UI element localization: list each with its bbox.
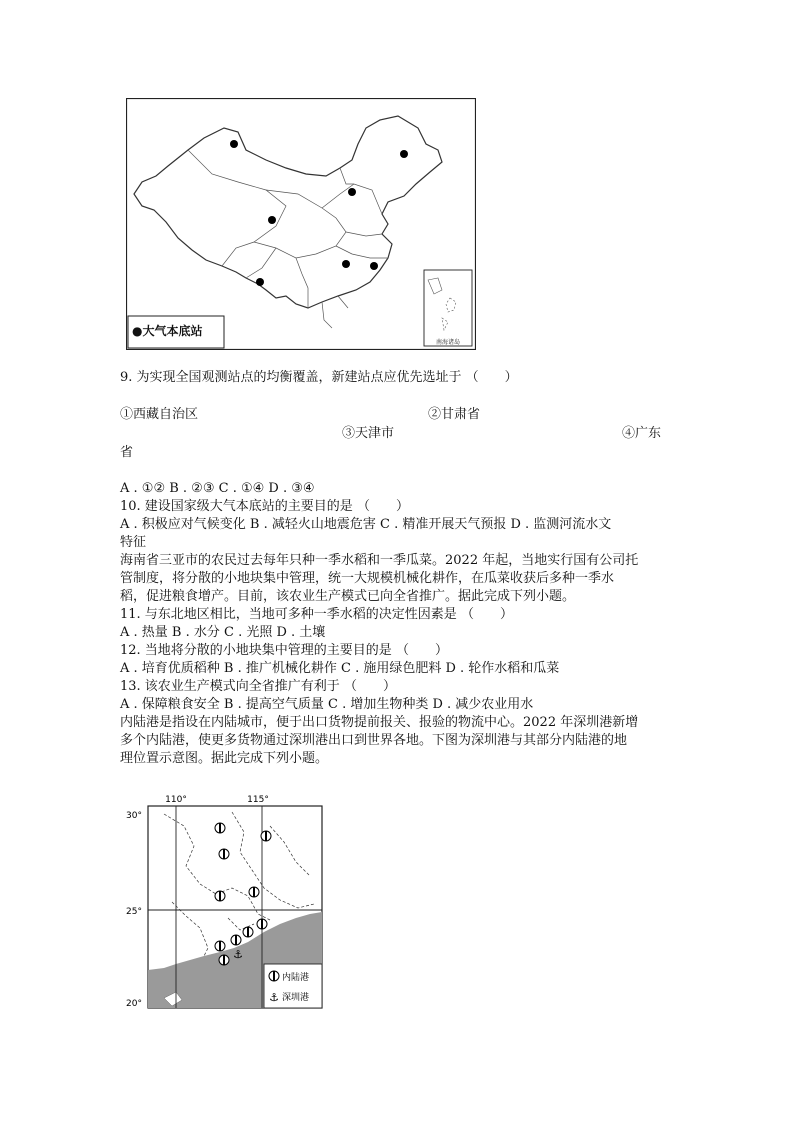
inland-port-marker	[215, 891, 225, 901]
q9-choices: A . ①② B . ②③ C . ①④ D . ③④	[120, 481, 315, 496]
inland-port-marker	[257, 919, 267, 929]
legend-label: ●大气本底站	[132, 324, 203, 338]
q9-option-2: ②甘肃省	[428, 407, 481, 422]
q9-option-3: ③天津市	[342, 426, 395, 441]
inland-port-marker	[261, 831, 271, 841]
lat-30-label: 30°	[126, 811, 142, 821]
q9-option-1: ①西藏自治区	[120, 407, 199, 422]
station-dot	[230, 140, 238, 148]
inland-port-marker	[215, 941, 225, 951]
china-map-svg	[126, 98, 476, 350]
q12-stem: 12. 当地将分散的小地块集中管理的主要目的是 （ ）	[120, 643, 448, 658]
q10-choices: A . 积极应对气候变化 B . 减轻火山地震危害 C . 精准开展天气预报 D . 监测河流水文	[120, 517, 612, 532]
lat-20-label: 20°	[126, 999, 142, 1009]
q9-option-4-cont: 省	[120, 445, 134, 460]
station-dot	[400, 150, 408, 158]
inland-port-marker	[219, 849, 229, 859]
legend-inland-label: 内陆港	[282, 973, 310, 983]
inset-label: 南海诸岛	[435, 339, 461, 346]
q11-choices: A . 热量 B . 水分 C . 光照 D . 土壤	[120, 625, 326, 640]
inland-port-marker	[231, 935, 241, 945]
station-dot	[256, 278, 264, 286]
q9-option-4: ④广东	[622, 426, 662, 441]
q10-stem: 10. 建设国家级大气本底站的主要目的是 （ ）	[120, 499, 409, 514]
legend-inland-port-icon	[269, 971, 279, 981]
passage3-line1: 内陆港是指设在内陆城市，便于出口货物提前报关、报验的物流中心。2022 年深圳港新增	[120, 715, 639, 730]
lon-110-label: 110°	[165, 795, 187, 805]
inland-port-marker	[249, 887, 259, 897]
shenzhen-port-marker: ⚓	[233, 948, 243, 961]
passage2-line2: 管制度，将分散的小地块集中管理，统一大规模机械化耕作，在瓜菜收获后多种一季水	[120, 571, 615, 586]
q10-choices-cont: 特征	[120, 535, 147, 550]
passage2-line3: 稻，促进粮食增产。目前，该农业生产模式已向全省推广。据此完成下列小题。	[120, 589, 576, 604]
passage3-line2: 多个内陆港，使更多货物通过深圳港出口到世界各地。下图为深圳港与其部分内陆港的地	[120, 733, 628, 748]
inland-port-marker	[219, 955, 229, 965]
china-station-map	[126, 98, 476, 350]
south-china-sea-inset	[424, 270, 472, 346]
passage2-line1: 海南省三亚市的农民过去每年只种一季水稻和一季瓜菜。2022 年起，当地实行国有公司托	[120, 553, 639, 568]
inland-port-marker	[243, 927, 253, 937]
q13-stem: 13. 该农业生产模式向全省推广有利于 （ ）	[120, 679, 396, 694]
port-map-svg	[124, 792, 328, 1012]
station-dot	[342, 260, 350, 268]
lon-115-label: 115°	[247, 795, 269, 805]
station-dot	[268, 216, 276, 224]
station-dot	[370, 262, 378, 270]
passage3-line3: 理位置示意图。据此完成下列小题。	[120, 751, 329, 766]
legend-shenzhen-label: 深圳港	[282, 993, 310, 1003]
q13-choices: A . 保障粮食安全 B . 提高空气质量 C . 增加生物种类 D . 减少农业用水	[120, 697, 534, 712]
q9-stem: 9. 为实现全国观测站点的均衡覆盖，新建站点应优先选址于 （ ）	[120, 370, 518, 385]
station-dot	[348, 188, 356, 196]
q12-choices: A . 培育优质稻种 B . 推广机械化耕作 C . 施用绿色肥料 D . 轮作水稻和瓜菜	[120, 661, 560, 676]
shenzhen-port-map	[124, 792, 328, 1012]
legend-anchor-icon: ⚓	[269, 991, 279, 1004]
inland-port-marker	[215, 823, 225, 833]
lat-25-label: 25°	[126, 907, 142, 917]
q11-stem: 11. 与东北地区相比，当地可多种一季水稻的决定性因素是 （ ）	[120, 607, 513, 622]
